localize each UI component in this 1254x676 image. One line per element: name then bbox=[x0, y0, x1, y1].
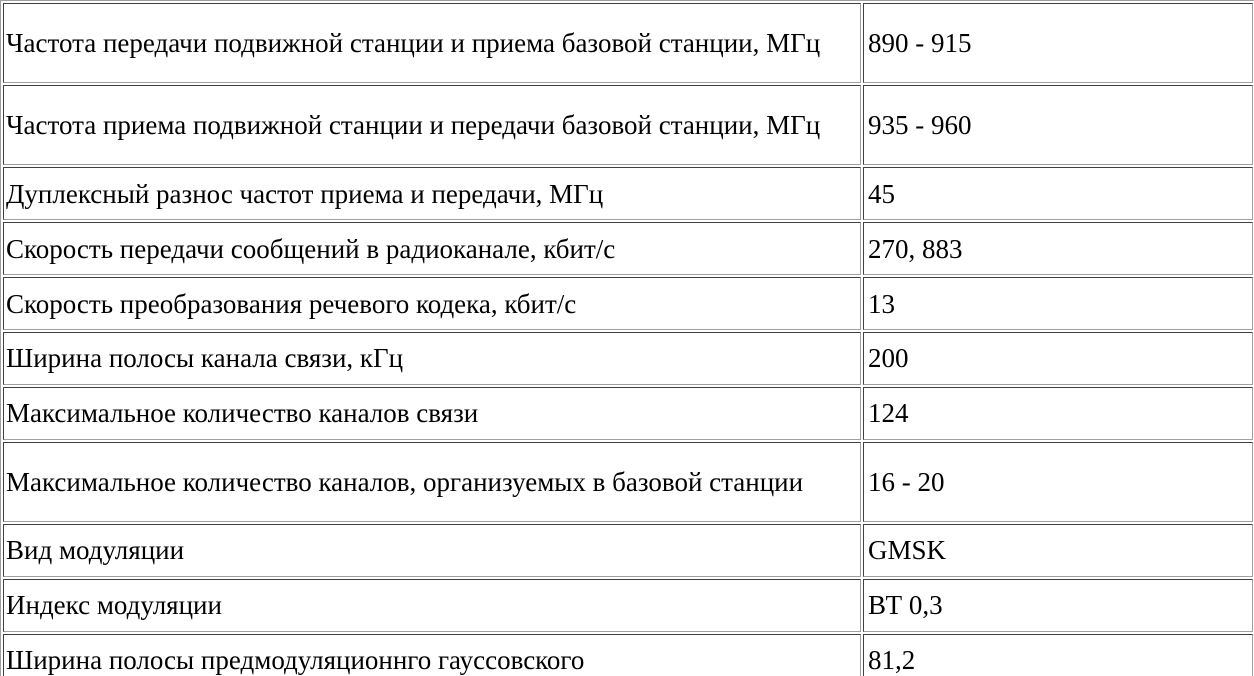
table-row bbox=[3, 167, 1253, 220]
table-row bbox=[3, 3, 1253, 83]
parameter-cell: Максимальное количество каналов, организуемых в базовой станции bbox=[3, 442, 861, 522]
parameter-cell: Скорость передачи сообщений в радиоканале, кбит/с bbox=[3, 222, 861, 275]
table-row bbox=[3, 634, 1253, 676]
table-row bbox=[3, 579, 1253, 632]
parameter-cell: Максимальное количество каналов связи bbox=[3, 387, 861, 440]
value-cell: 124 bbox=[863, 387, 1253, 440]
parameter-cell: Частота приема подвижной станции и передачи базовой станции, МГц bbox=[3, 85, 861, 165]
value-cell: 13 bbox=[863, 277, 1253, 330]
value-cell: 200 bbox=[863, 332, 1253, 385]
table-row bbox=[3, 332, 1253, 385]
parameter-cell: Скорость преобразования речевого кодека, кбит/с bbox=[3, 277, 861, 330]
parameter-cell: Индекс модуляции bbox=[3, 579, 861, 632]
value-cell: ВТ 0,3 bbox=[863, 579, 1253, 632]
table-row bbox=[3, 277, 1253, 330]
table-row bbox=[3, 85, 1253, 165]
table-row bbox=[3, 387, 1253, 440]
value-cell: 81,2 bbox=[863, 634, 1253, 676]
table-row bbox=[3, 442, 1253, 522]
value-cell: 270, 883 bbox=[863, 222, 1253, 275]
parameter-cell: Ширина полосы канала связи, кГц bbox=[3, 332, 861, 385]
parameter-cell: Вид модуляции bbox=[3, 524, 861, 577]
parameter-cell: Дуплексный разнос частот приема и передачи, МГц bbox=[3, 167, 861, 220]
value-cell: 16 - 20 bbox=[863, 442, 1253, 522]
table-row bbox=[3, 222, 1253, 275]
table-row bbox=[3, 524, 1253, 577]
parameter-cell: Ширина полосы предмодуляционнго гауссовского bbox=[3, 634, 861, 676]
value-cell: 935 - 960 bbox=[863, 85, 1253, 165]
parameter-cell: Частота передачи подвижной станции и приема базовой станции, МГц bbox=[3, 3, 861, 83]
value-cell: GMSK bbox=[863, 524, 1253, 577]
value-cell: 45 bbox=[863, 167, 1253, 220]
value-cell: 890 - 915 bbox=[863, 3, 1253, 83]
specifications-table-body bbox=[3, 3, 1253, 676]
